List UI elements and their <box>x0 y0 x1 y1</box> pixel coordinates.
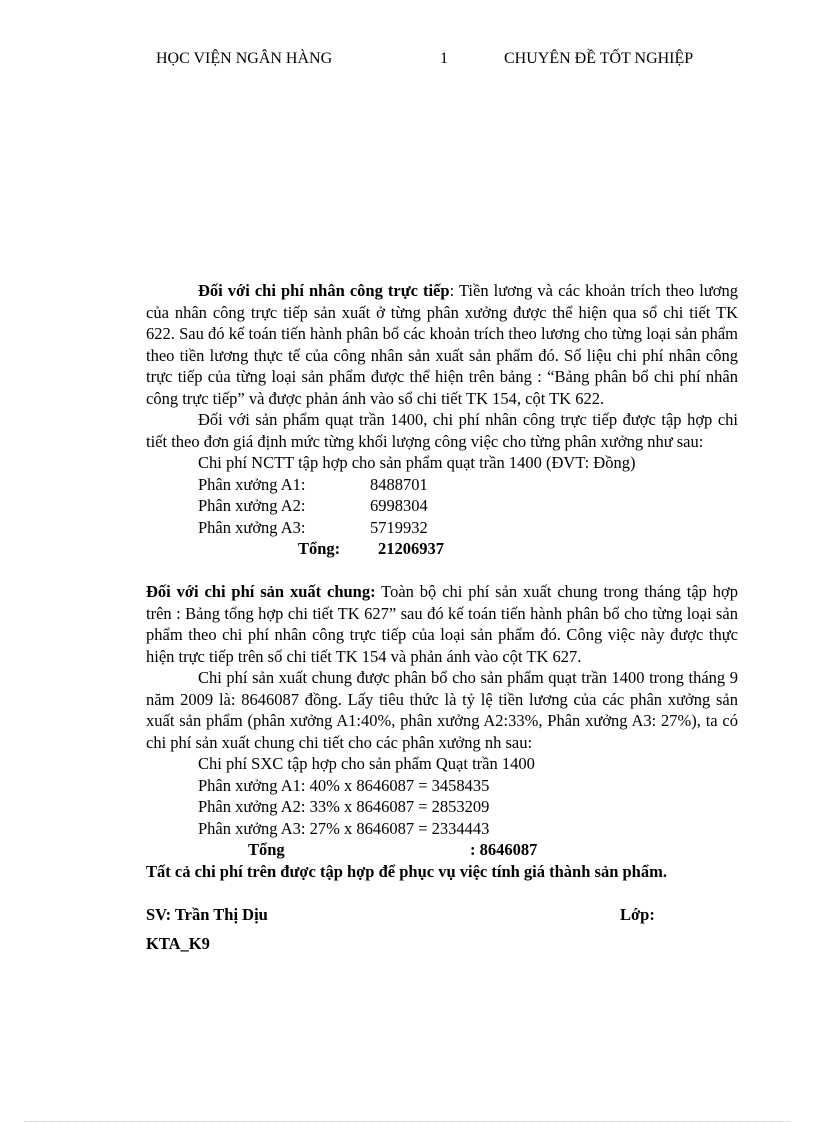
document-body <box>146 280 738 955</box>
overhead-list-title-row <box>146 753 738 775</box>
overhead-item: Phân xưởng A2: 33% x 8646087 = 2853209 <box>198 797 490 816</box>
overhead-list-title: Chi phí SXC tập hợp cho sản phẩm Quạt trần 1400 <box>198 754 535 773</box>
labor-item-label: Phân xưởng A1: <box>198 474 306 494</box>
labor-item-value: 6998304 <box>370 496 428 515</box>
list-item <box>146 818 738 840</box>
footer-student-row <box>146 904 738 926</box>
labor-total-label: Tổng: <box>298 539 341 558</box>
overhead-cost-heading: Đối với chi phí sản xuất chung: <box>146 582 376 601</box>
page-bottom-divider <box>24 1121 790 1122</box>
list-item <box>146 517 738 539</box>
class-label: Lớp: <box>620 904 655 924</box>
list-item <box>146 495 738 517</box>
labor-total-value: 21206937 <box>378 539 444 558</box>
labor-item-value: 8488701 <box>370 474 428 494</box>
labor-cost-paragraph <box>146 280 738 409</box>
list-item <box>146 796 738 818</box>
student-name: SV: Trần Thị Dịu <box>146 904 268 924</box>
section-spacer <box>146 882 738 904</box>
labor-list-title-row <box>146 452 738 474</box>
conclusion-text: Tất cả chi phí trên được tập hợp để phục vụ việc tính giá thành sản phẩm. <box>146 861 667 881</box>
labor-cost-heading: Đối với chi phí nhân công trực tiếp <box>198 281 450 300</box>
labor-item-label: Phân xưởng A3: <box>198 517 306 537</box>
labor-cost-text: : Tiền lương và các khoản trích theo lương của nhân công trực tiếp sản xuất ở từng phân xưởng được thể hiện qua sổ chi tiết TK 622. Sau đó kế toán tiến hành phân bổ các khoản trích theo lương cho từng loại sản phẩm theo tiền lương thực tế của công nhân sản xuất sản phẩm đó. Số liệu chi phí nhân công trực tiếp của từng loại sản phẩm được thể hiện trên bảng : “Bảng phân bổ chi phí nhân công trực tiếp” và được phản ánh vào sổ chi tiết TK 154, cột TK 622. <box>146 281 738 408</box>
overhead-total-value: : 8646087 <box>470 840 538 859</box>
labor-item-label: Phân xưởng A2: <box>198 496 306 515</box>
overhead-cost-text: Toàn bộ chi phí sản xuất chung trong tháng tập hợp trên : Bảng tổng hợp chi tiết TK 627” sau đó kế toán tiến hành phân bổ cho từng loại sản phẩm theo chi phí nhân công trực tiếp của loại sản phẩm đó. Công việc này được thực hiện trực tiếp trên sổ chi tiết TK 154 và phản ánh vào cột TK 627. <box>146 582 739 666</box>
overhead-total-row <box>146 839 738 861</box>
footer-class-row <box>146 933 738 955</box>
header-institution: HỌC VIỆN NGÂN HÀNG <box>156 50 333 67</box>
labor-cost-paragraph-2: Đối với sản phẩm quạt trần 1400, chi phí nhân công trực tiếp được tập hợp chi tiết theo đơn giá định mức từng khối lượng công việc cho từng phân xưởng như sau: <box>146 410 738 451</box>
header-document-type: CHUYÊN ĐỀ TỐT NGHIỆP <box>504 50 694 67</box>
labor-total-row <box>146 538 738 560</box>
overhead-cost-paragraph <box>146 581 738 667</box>
labor-list-title: Chi phí NCTT tập hợp cho sản phẩm quạt trần 1400 (ĐVT: Đồng) <box>198 453 636 472</box>
list-item <box>146 474 738 496</box>
overhead-total-label: Tổng <box>248 840 285 859</box>
overhead-cost-paragraph-2: Chi phí sản xuất chung được phân bổ cho sản phẩm quạt trần 1400 trong tháng 9 năm 2009 là: 8646087 đồng. Lấy tiêu thức là tỷ lệ tiền lương của các phân xưởng sản xuất sản phẩm (phân xưởng A1:40%, phân xưởng A2:33%, Phân xưởng A3: 27%), ta có chi phí sản xuất chung chi tiết cho các phân xưởng nh sau: <box>146 668 738 752</box>
page-header <box>0 50 816 72</box>
overhead-item: Phân xưởng A1: 40% x 8646087 = 3458435 <box>198 775 490 795</box>
overhead-item: Phân xưởng A3: 27% x 8646087 = 2334443 <box>198 818 490 838</box>
section-spacer <box>146 560 738 582</box>
header-page-number: 1 <box>440 50 448 67</box>
labor-item-value: 5719932 <box>370 517 428 537</box>
list-item <box>146 775 738 797</box>
class-value: KTA_K9 <box>146 934 210 953</box>
